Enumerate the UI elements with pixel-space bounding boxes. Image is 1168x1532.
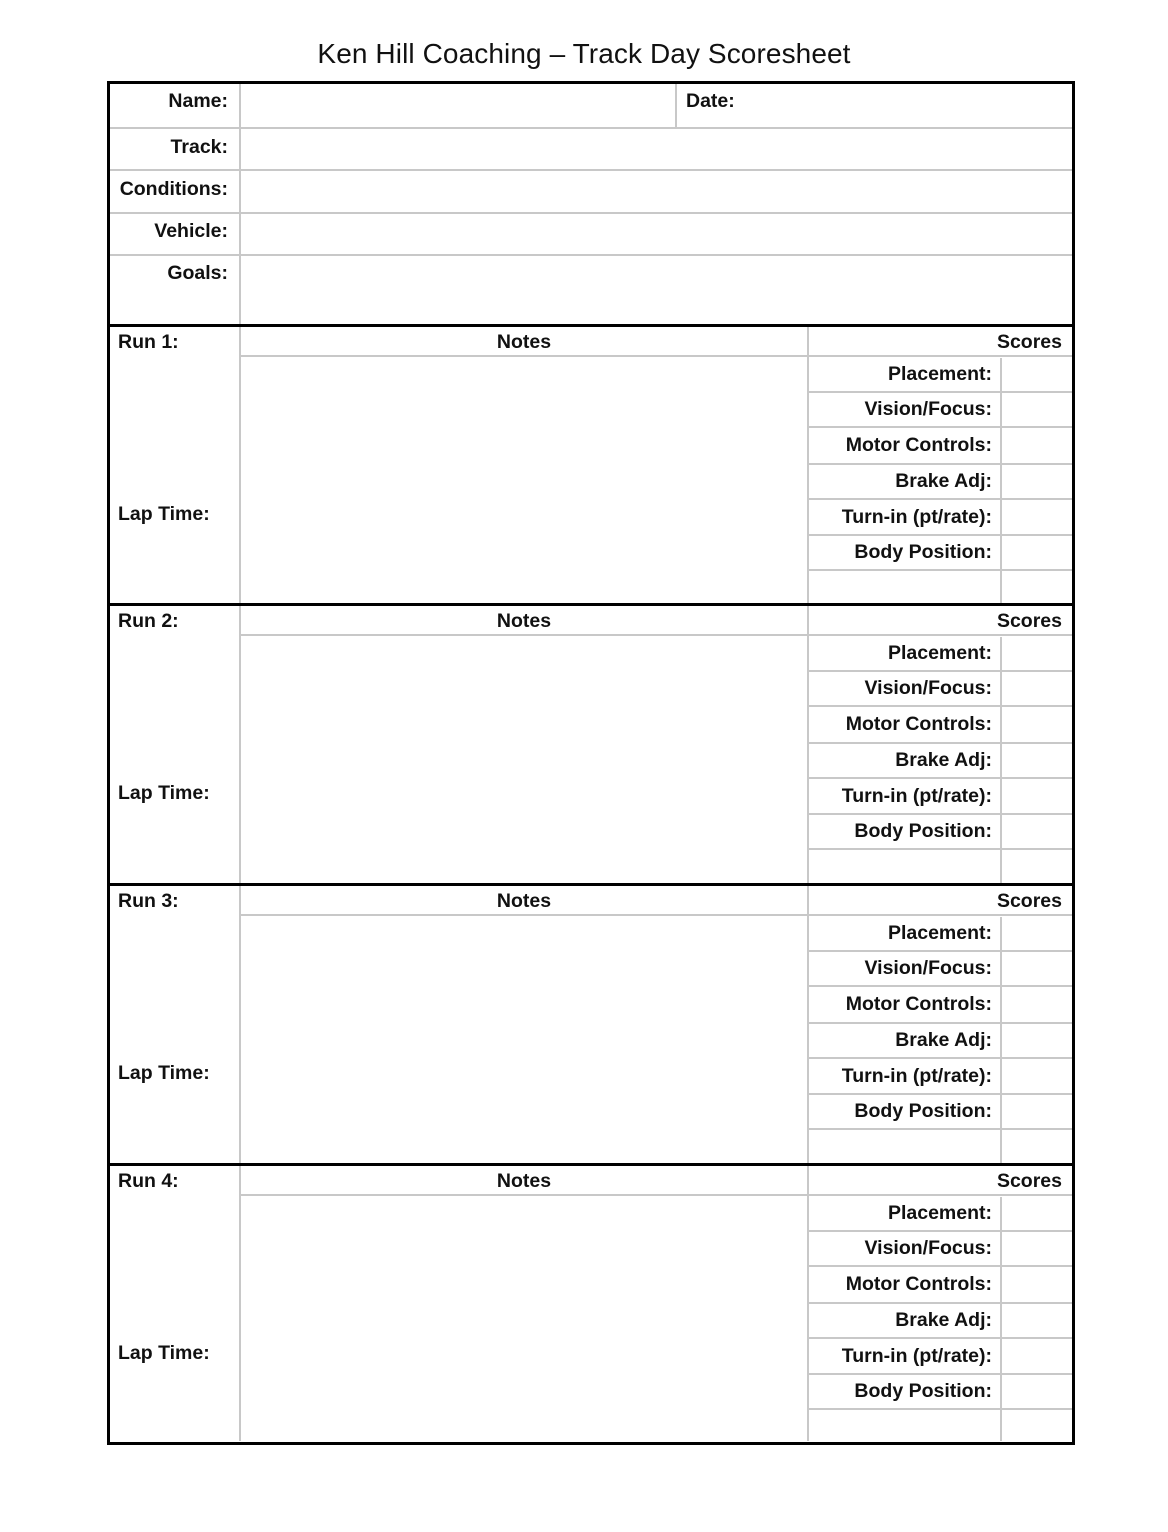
- vehicle-label: Vehicle:: [154, 220, 228, 242]
- scores-header: Scores: [996, 610, 1062, 632]
- score-input-extra[interactable]: [1002, 1410, 1071, 1440]
- run-section-4: [110, 1163, 1072, 1441]
- score-label-turn-in: Turn-in (pt/rate):: [841, 1065, 992, 1087]
- score-label-placement: Placement:: [887, 1202, 992, 1224]
- scores-header: Scores: [996, 890, 1062, 912]
- score-label-turn-in: Turn-in (pt/rate):: [841, 785, 992, 807]
- notes-header: Notes: [496, 331, 552, 353]
- score-input-body-position[interactable]: [1002, 1095, 1071, 1128]
- run-section-3: [110, 883, 1072, 1163]
- score-label-placement: Placement:: [887, 922, 992, 944]
- score-input-motor-controls[interactable]: [1002, 428, 1071, 463]
- goals-field[interactable]: [241, 256, 1071, 324]
- vehicle-field[interactable]: [241, 214, 1071, 254]
- score-label-vision-focus: Vision/Focus:: [864, 398, 992, 420]
- score-input-extra[interactable]: [1002, 571, 1071, 603]
- score-input-turn-in[interactable]: [1002, 1339, 1071, 1373]
- page-title: Ken Hill Coaching – Track Day Scoresheet: [317, 38, 851, 69]
- run-section-2: [110, 603, 1072, 883]
- score-input-vision-focus[interactable]: [1002, 1232, 1071, 1265]
- score-input-motor-controls[interactable]: [1002, 987, 1071, 1022]
- notes-field[interactable]: [241, 1197, 807, 1439]
- run-section-1: [110, 324, 1072, 604]
- score-input-motor-controls[interactable]: [1002, 707, 1071, 742]
- date-field[interactable]: [750, 84, 1070, 127]
- name-date-divider: [675, 84, 677, 128]
- score-input-placement[interactable]: [1002, 1196, 1071, 1230]
- run-label: Run 2:: [118, 610, 179, 632]
- score-input-motor-controls[interactable]: [1002, 1267, 1071, 1302]
- score-label-motor-controls: Motor Controls:: [845, 993, 992, 1015]
- score-input-body-position[interactable]: [1002, 815, 1071, 848]
- goals-label: Goals:: [167, 262, 228, 284]
- run-divider: [110, 603, 1072, 606]
- notes-field[interactable]: [241, 917, 807, 1161]
- score-input-brake-adj[interactable]: [1002, 465, 1071, 498]
- track-field[interactable]: [241, 129, 1071, 169]
- conditions-label: Conditions:: [119, 178, 228, 200]
- score-input-extra[interactable]: [1002, 850, 1071, 882]
- score-input-brake-adj[interactable]: [1002, 744, 1071, 777]
- run-divider: [110, 883, 1072, 886]
- track-label: Track:: [170, 136, 228, 158]
- score-label-brake-adj: Brake Adj:: [895, 749, 992, 771]
- score-label-vision-focus: Vision/Focus:: [864, 1237, 992, 1259]
- score-input-brake-adj[interactable]: [1002, 1024, 1071, 1057]
- run-label: Run 3:: [118, 890, 179, 912]
- score-label-vision-focus: Vision/Focus:: [864, 957, 992, 979]
- name-field[interactable]: [241, 84, 675, 127]
- score-input-vision-focus[interactable]: [1002, 952, 1071, 985]
- lap-time-label: Lap Time:: [118, 1062, 210, 1084]
- score-input-turn-in[interactable]: [1002, 500, 1071, 534]
- lap-time-label: Lap Time:: [118, 503, 210, 525]
- notes-header: Notes: [496, 610, 552, 632]
- score-label-body-position: Body Position:: [854, 1100, 992, 1122]
- header-row-divider: [241, 1194, 1072, 1196]
- notes-field[interactable]: [241, 358, 807, 602]
- score-label-turn-in: Turn-in (pt/rate):: [841, 506, 992, 528]
- score-input-extra[interactable]: [1002, 1130, 1071, 1162]
- date-label: Date:: [686, 90, 735, 112]
- score-label-vision-focus: Vision/Focus:: [864, 677, 992, 699]
- scoresheet-table: [107, 81, 1075, 1445]
- header-row-divider: [241, 355, 1072, 357]
- score-label-placement: Placement:: [887, 642, 992, 664]
- score-label-motor-controls: Motor Controls:: [845, 434, 992, 456]
- score-input-body-position[interactable]: [1002, 536, 1071, 569]
- score-label-brake-adj: Brake Adj:: [895, 470, 992, 492]
- scores-header: Scores: [996, 1170, 1062, 1192]
- run-divider: [110, 324, 1072, 327]
- header-row-divider: [241, 634, 1072, 636]
- score-input-placement[interactable]: [1002, 916, 1071, 950]
- notes-header: Notes: [496, 1170, 552, 1192]
- score-input-placement[interactable]: [1002, 357, 1071, 391]
- name-label: Name:: [168, 90, 228, 112]
- score-input-body-position[interactable]: [1002, 1375, 1071, 1408]
- score-label-brake-adj: Brake Adj:: [895, 1029, 992, 1051]
- run-label: Run 1:: [118, 331, 179, 353]
- score-label-motor-controls: Motor Controls:: [845, 1273, 992, 1295]
- score-label-turn-in: Turn-in (pt/rate):: [841, 1345, 992, 1367]
- scores-header: Scores: [996, 331, 1062, 353]
- score-label-body-position: Body Position:: [854, 541, 992, 563]
- lap-time-label: Lap Time:: [118, 782, 210, 804]
- score-label-motor-controls: Motor Controls:: [845, 713, 992, 735]
- conditions-field[interactable]: [241, 171, 1071, 212]
- score-input-turn-in[interactable]: [1002, 779, 1071, 813]
- score-input-turn-in[interactable]: [1002, 1059, 1071, 1093]
- score-label-placement: Placement:: [887, 363, 992, 385]
- run-label: Run 4:: [118, 1170, 179, 1192]
- notes-header: Notes: [496, 890, 552, 912]
- score-label-brake-adj: Brake Adj:: [895, 1309, 992, 1331]
- lap-time-label: Lap Time:: [118, 1342, 210, 1364]
- score-label-body-position: Body Position:: [854, 820, 992, 842]
- score-input-vision-focus[interactable]: [1002, 672, 1071, 705]
- score-input-vision-focus[interactable]: [1002, 393, 1071, 426]
- run-divider: [110, 1163, 1072, 1166]
- notes-field[interactable]: [241, 637, 807, 881]
- header-row-divider: [241, 914, 1072, 916]
- score-input-brake-adj[interactable]: [1002, 1304, 1071, 1337]
- score-input-placement[interactable]: [1002, 636, 1071, 670]
- score-label-body-position: Body Position:: [854, 1380, 992, 1402]
